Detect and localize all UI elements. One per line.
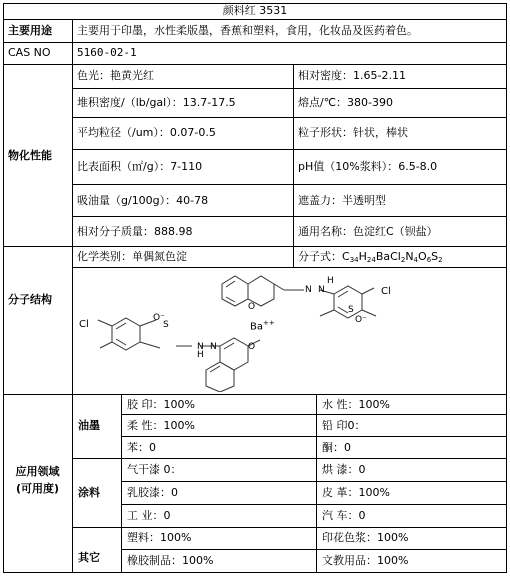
molecular-structure (72, 268, 508, 392)
table-rule (121, 394, 122, 573)
property-cell: 通用名称：色淀红C（钡盐） (298, 225, 438, 238)
table-rule (293, 64, 294, 268)
usage-cell: 柔 性：100% (127, 419, 195, 432)
property-cell: 粒子形状：针状，棒状 (298, 126, 408, 139)
table-rule (121, 549, 507, 550)
group-ink: 油墨 (78, 419, 100, 432)
usage-cell: 橡胶制品：100% (127, 554, 214, 567)
property-cell: 相对密度：1.65-2.11 (298, 69, 406, 82)
use-label: 主要用途 (8, 24, 52, 37)
table-rule (72, 149, 507, 150)
table-rule (72, 88, 507, 89)
atom-label-n: N (318, 285, 325, 295)
atom-label-cl: Cl (381, 286, 391, 297)
table-rule (72, 184, 507, 185)
usage-cell: 工 业：0 (127, 509, 171, 522)
usage-cell: 文教用品：100% (322, 554, 409, 567)
table-rule (121, 414, 507, 415)
atom-label-o-minus: O⁻ (153, 313, 165, 323)
property-cell: 熔点/℃：380-390 (298, 96, 394, 109)
usage-cell: 气干漆 0： (127, 463, 182, 476)
chem-class: 化学类别：单偶氮色淀 (77, 250, 187, 263)
table-rule (121, 436, 507, 437)
atom-label-n: N (210, 342, 217, 352)
usage-cell: 塑料：100% (127, 531, 192, 544)
cas-label: CAS NO (8, 46, 51, 59)
group-coating: 涂料 (78, 486, 100, 499)
usage-cell: 铅 印0： (322, 419, 366, 432)
property-cell: 平均粒径（/um）：0.07-0.5 (77, 126, 216, 139)
structure-label: 分子结构 (8, 293, 52, 306)
atom-label-n: N (197, 342, 204, 352)
table-rule (3, 394, 507, 395)
atom-label-s: S (163, 320, 169, 330)
usage-cell: 水 性：100% (322, 398, 390, 411)
applications-sublabel: (可用度) (15, 482, 60, 495)
lower-phenyl (98, 318, 160, 350)
property-cell: 吸油量（g/100g）：40-78 (77, 194, 209, 207)
atom-label-h: H (197, 350, 204, 360)
applications-label: 应用领域 (15, 465, 60, 478)
property-cell: 堆积密度/（lb/gal）：13.7-17.5 (77, 96, 236, 109)
property-cell: pH值（10%浆料）：6.5-8.0 (298, 160, 438, 173)
usage-cell: 乳胶漆：0 (127, 486, 178, 499)
atom-label-n: N (305, 285, 312, 295)
table-border (3, 572, 507, 573)
property-cell: 遮盖力：半透明型 (298, 194, 386, 207)
property-cell: 相对分子质量：888.98 (77, 225, 193, 238)
usage-cell: 印花色浆：100% (322, 531, 409, 544)
page-title: 颜料红 3531 (222, 4, 288, 17)
table-rule (3, 42, 507, 43)
barium-ion: Ba++ (250, 319, 275, 333)
atom-label-cl: Cl (79, 319, 89, 330)
usage-cell: 皮 革：100% (322, 486, 390, 499)
table-rule (3, 246, 507, 247)
atom-label-o-minus: O⁻ (355, 315, 367, 325)
physical-label: 物化性能 (8, 149, 52, 162)
property-cell: 比表面积（㎡/g）：7-110 (77, 160, 203, 173)
table-rule (72, 527, 507, 528)
usage-cell: 汽 车：0 (322, 509, 366, 522)
table-rule (3, 19, 507, 20)
table-rule (121, 504, 507, 505)
usage-cell: 烘 漆：0 (322, 463, 366, 476)
group-other: 其它 (78, 551, 100, 564)
atom-label-h: H (327, 276, 334, 286)
table-rule (72, 458, 507, 459)
table-rule (72, 117, 507, 118)
table-rule (3, 64, 507, 65)
usage-cell: 酮：0 (322, 441, 351, 454)
atom-label-s: S (348, 305, 354, 315)
table-rule (316, 394, 317, 573)
cas-value: 5160-02-1 (77, 46, 137, 59)
use-value: 主要用于印墨，水性柔版墨，香蕉和塑料，食用，化妆品及医药着色。 (77, 24, 418, 37)
atom-label-o: O (248, 342, 256, 352)
usage-cell: 苯：0 (127, 441, 156, 454)
molecular-formula: 分子式：$C_{34}H_{24}BaCl_2N_4O_6S_2$ (298, 250, 443, 264)
table-rule (121, 481, 507, 482)
atom-label-o: O (248, 302, 256, 312)
usage-cell: 胶 印：100% (127, 398, 195, 411)
property-cell: 色光：艳黄光红 (77, 69, 154, 82)
table-rule (72, 216, 507, 217)
